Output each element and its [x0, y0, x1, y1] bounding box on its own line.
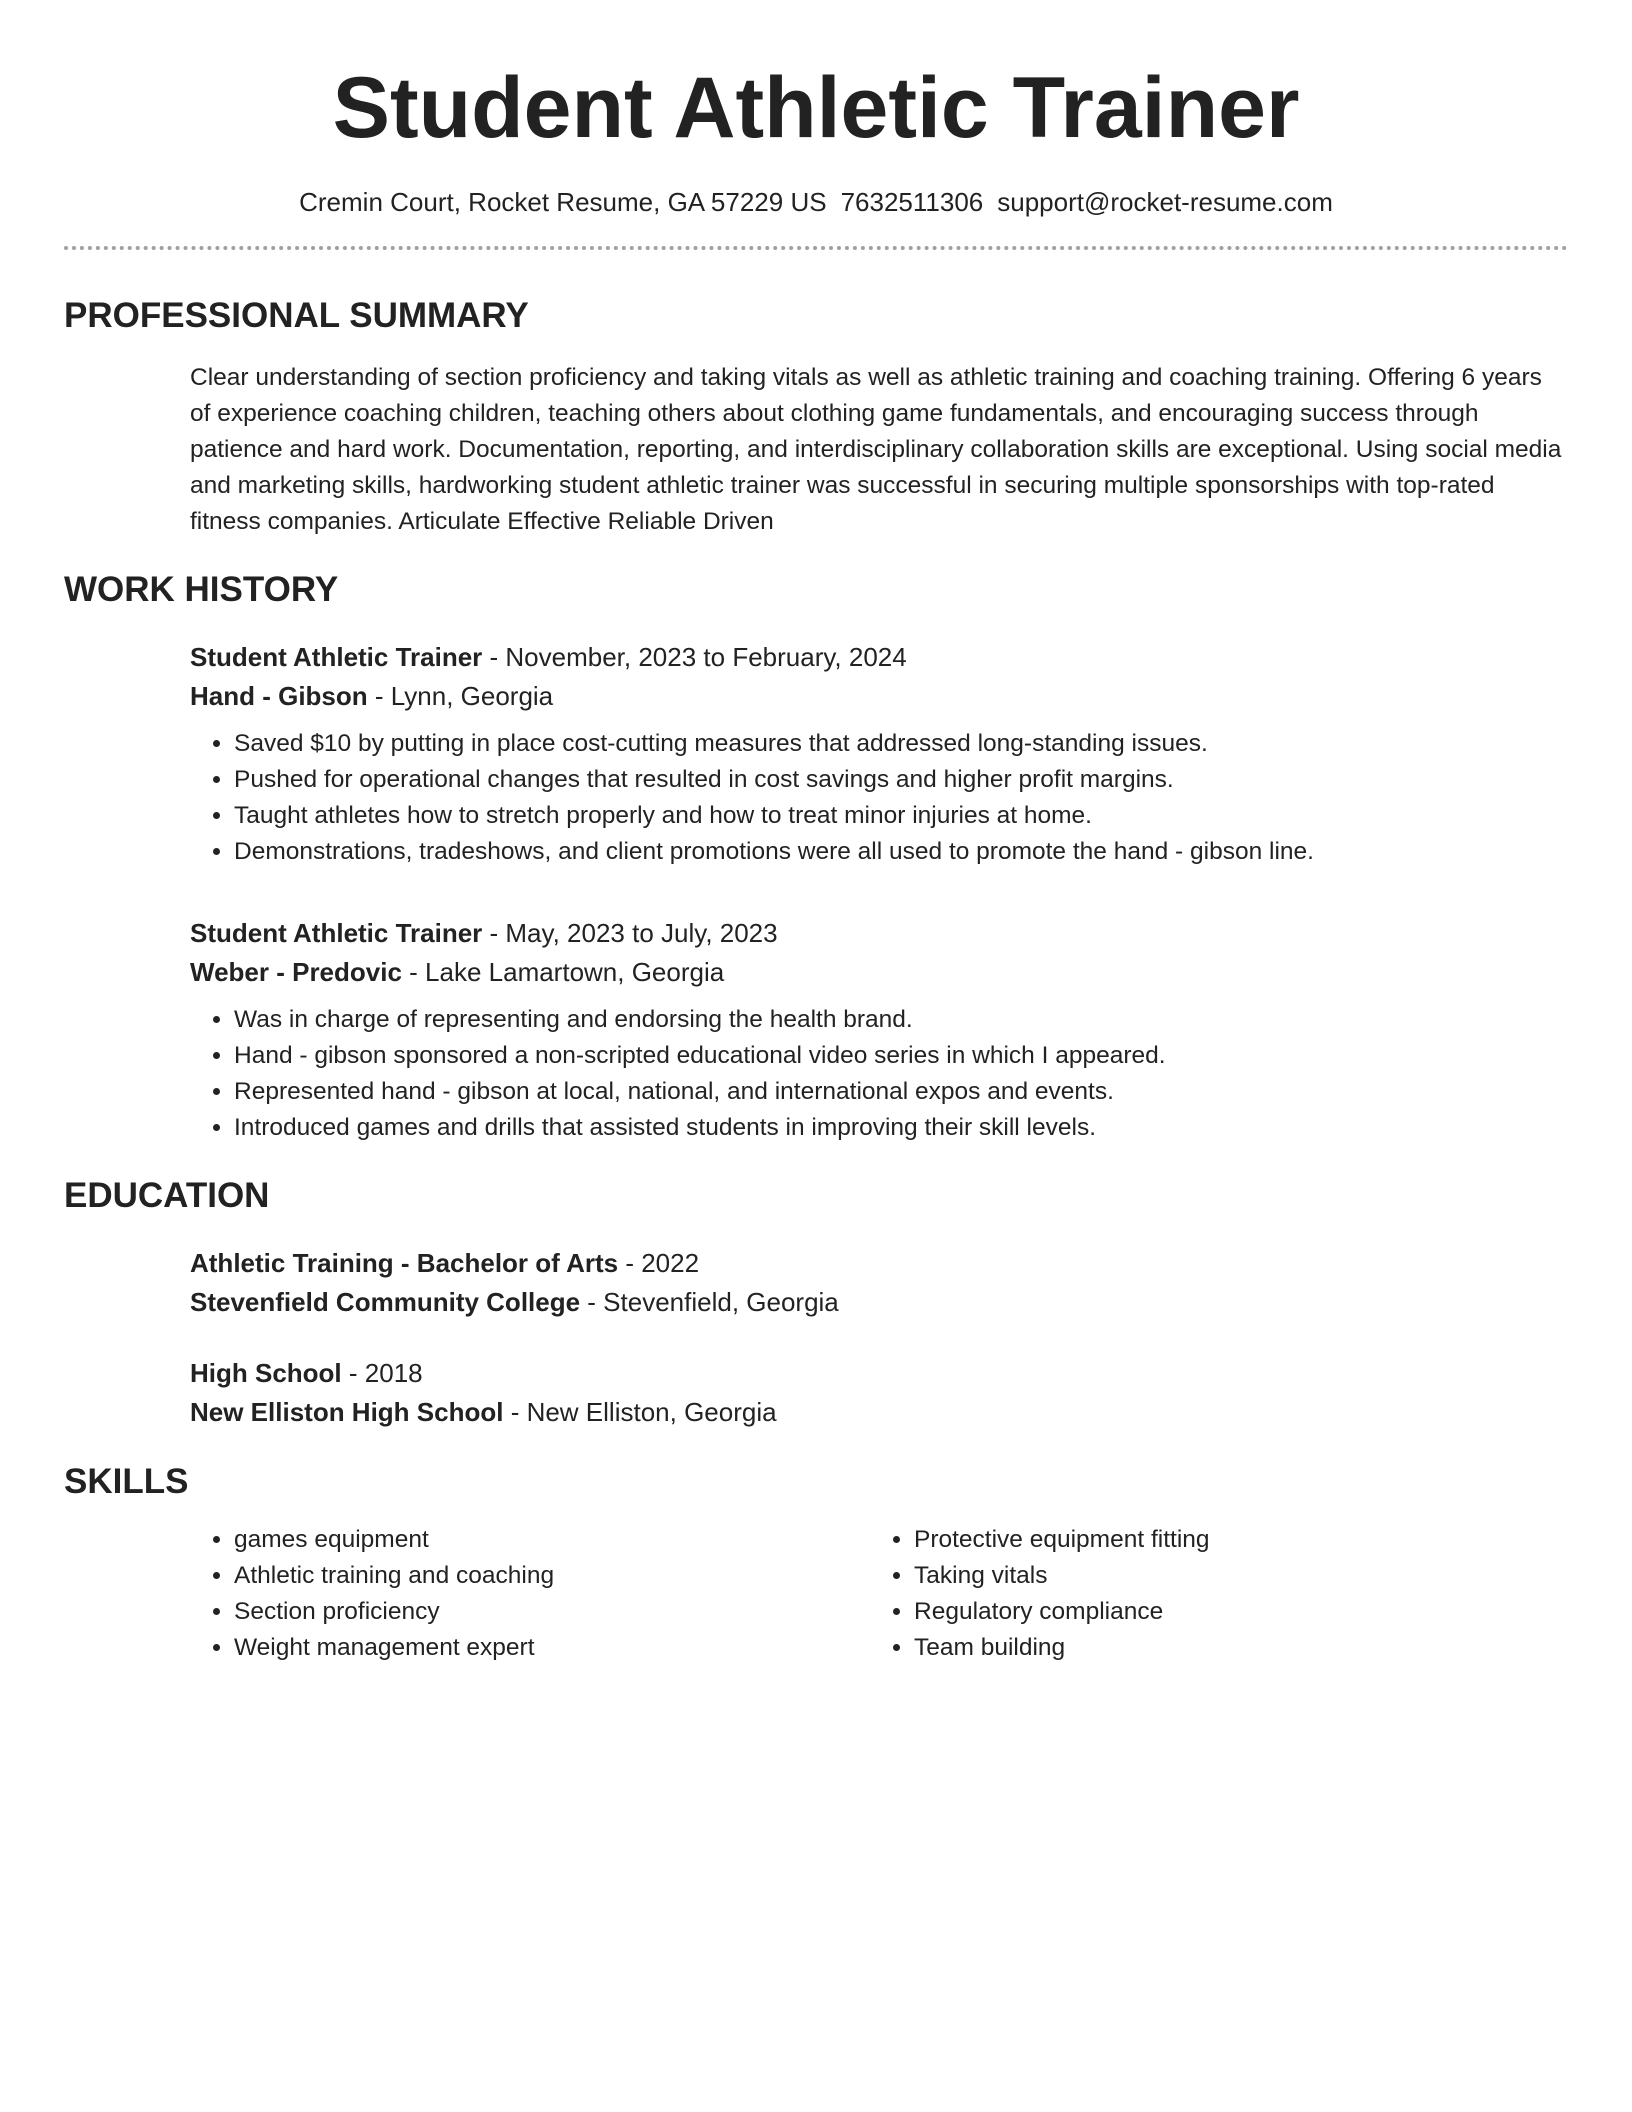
- school: New Elliston High School: [190, 1397, 504, 1427]
- job-entry: [190, 638, 1568, 870]
- school: Stevenfield Community College: [190, 1287, 581, 1317]
- degree: Athletic Training - Bachelor of Arts: [190, 1248, 619, 1278]
- job-role-line: [190, 638, 1568, 677]
- skills-grid: [190, 1522, 1568, 1666]
- school-line: [190, 1283, 1568, 1322]
- summary-text: Clear understanding of section proficiency and taking vitals as well as athletic training and coaching training. Offering 6 years of experience coaching children, teaching others about clothing game fundamentals, and encouraging success through patience and hard work. Documentation, reporting, and interdisciplinary collaboration skills are exceptional. Using social media and marketing skills, hardworking student athletic trainer was successful in securing multiple sponsorships with top-rated fitness companies. Articulate Effective Reliable Driven: [190, 364, 1562, 535]
- contact-phone: 7632511306: [840, 187, 984, 217]
- job-dates: - November, 2023 to February, 2024: [482, 642, 907, 672]
- contact-email: support@rocket-resume.com: [997, 187, 1333, 217]
- degree-year: - 2022: [618, 1248, 700, 1278]
- job-company: Hand - Gibson: [190, 681, 368, 711]
- job-entry: [190, 914, 1568, 1146]
- job-role: Student Athletic Trainer: [190, 642, 483, 672]
- school-line: [190, 1393, 1568, 1432]
- job-company: Weber - Predovic: [190, 957, 402, 987]
- work-history-title: WORK HISTORY: [64, 570, 339, 609]
- header-divider: [64, 246, 1568, 250]
- skill-item: • Section proficiency: [234, 1594, 870, 1630]
- summary-title: PROFESSIONAL SUMMARY: [64, 296, 529, 335]
- work-history-body: [190, 638, 1568, 1146]
- work-history-section: [64, 568, 1568, 1146]
- degree-line: [190, 1354, 1568, 1393]
- skill-item: • games equipment: [234, 1522, 870, 1558]
- job-dates: - May, 2023 to July, 2023: [482, 918, 778, 948]
- education-entry: [190, 1244, 1568, 1322]
- job-location: - Lake Lamartown, Georgia: [401, 957, 725, 987]
- contact-line: [64, 184, 1568, 220]
- school-location: - New Elliston, Georgia: [503, 1397, 777, 1427]
- job-location: - Lynn, Georgia: [367, 681, 554, 711]
- job-role: Student Athletic Trainer: [190, 918, 483, 948]
- school-location: - Stevenfield, Georgia: [580, 1287, 839, 1317]
- job-bullets: [190, 726, 1568, 870]
- candidate-name: Student Athletic Trainer: [332, 60, 1300, 156]
- job-company-line: [190, 953, 1568, 992]
- skills-title: SKILLS: [64, 1462, 189, 1501]
- job-bullet: • Taught athletes how to stretch properly and how to treat minor injuries at home.: [234, 798, 1568, 834]
- degree: High School: [190, 1358, 342, 1388]
- job-bullet: • Introduced games and drills that assisted students in improving their skill levels.: [234, 1110, 1568, 1146]
- resume-header: [64, 0, 1568, 220]
- education-body: [190, 1244, 1568, 1432]
- job-bullet: • Demonstrations, tradeshows, and client promotions were all used to promote the hand - gibson line.: [234, 834, 1568, 870]
- summary-body: [190, 360, 1568, 540]
- education-title: EDUCATION: [64, 1176, 270, 1215]
- skill-item: • Protective equipment fitting: [914, 1522, 1550, 1558]
- job-bullet: • Hand - gibson sponsored a non-scripted educational video series in which I appeared.: [234, 1038, 1568, 1074]
- degree-line: [190, 1244, 1568, 1283]
- contact-address: Cremin Court, Rocket Resume, GA 57229 US: [299, 187, 827, 217]
- skills-column-left: [190, 1522, 870, 1666]
- job-bullets: [190, 1002, 1568, 1146]
- skills-section: [64, 1460, 1568, 1666]
- skill-item: • Taking vitals: [914, 1558, 1550, 1594]
- skills-column-right: [870, 1522, 1550, 1666]
- skill-item: • Team building: [914, 1630, 1550, 1666]
- skill-item: • Weight management expert: [234, 1630, 870, 1666]
- job-bullet: • Represented hand - gibson at local, national, and international expos and events.: [234, 1074, 1568, 1110]
- job-bullet: • Pushed for operational changes that resulted in cost savings and higher profit margins.: [234, 762, 1568, 798]
- skill-item: • Athletic training and coaching: [234, 1558, 870, 1594]
- degree-year: - 2018: [341, 1358, 423, 1388]
- skills-body: [190, 1522, 1568, 1666]
- summary-section: [64, 294, 1568, 540]
- job-bullet: • Was in charge of representing and endorsing the health brand.: [234, 1002, 1568, 1038]
- job-role-line: [190, 914, 1568, 953]
- skill-item: • Regulatory compliance: [914, 1594, 1550, 1630]
- job-bullet: • Saved $10 by putting in place cost-cutting measures that addressed long-standing issues.: [234, 726, 1568, 762]
- job-company-line: [190, 677, 1568, 716]
- education-entry: [190, 1354, 1568, 1432]
- education-section: [64, 1174, 1568, 1432]
